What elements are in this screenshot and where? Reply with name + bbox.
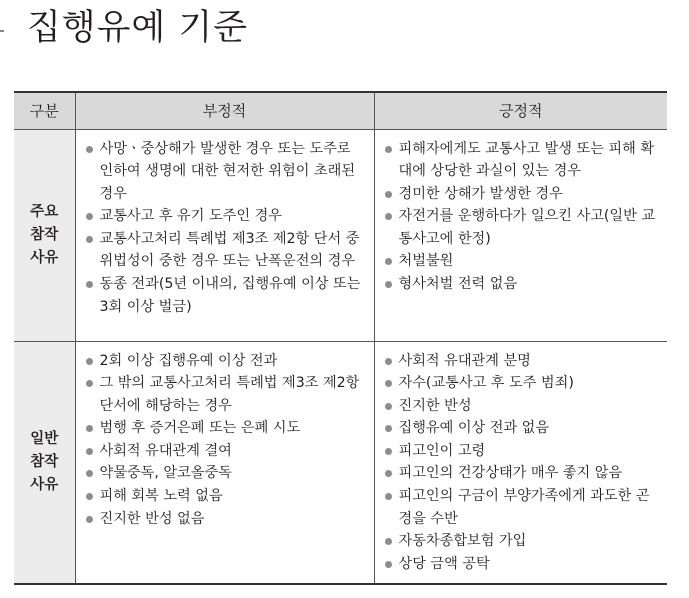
list-item: 피고인의 건강상태가 매우 좋지 않음 [385,462,660,485]
probation-criteria-table [14,91,667,585]
list-item: 상당 금액 공탁 [385,553,660,576]
header-negative: 부정적 [75,92,374,129]
page-title: 집행유예 기준 [27,8,248,48]
list-item: 자전거를 운행하다가 일으킨 사고(일반 교통사고에 한정) [385,205,660,250]
decorative-tick [0,30,4,32]
list-item: 약물중독, 알코올중독 [86,462,366,485]
list-item: 교통사고처리 특례법 제3조 제2항 단서 중 위법성이 중한 경우 또는 난폭운전의 경우 [86,228,366,273]
list-item: 형사처벌 전력 없음 [385,273,660,296]
table-row-general-factors [14,341,667,584]
list-item: 동종 전과(5년 이내의, 집행유예 이상 또는 3회 이상 벌금) [86,273,366,318]
category-line: 참작 [30,226,59,243]
positive-list [385,138,660,296]
category-line: 참작 [30,453,59,470]
table-header-row [14,92,667,129]
header-positive: 긍정적 [374,92,667,129]
list-item: 피고인이 고령 [385,440,660,463]
list-item: 사망ㆍ중상해가 발생한 경우 또는 도주로 인하여 생명에 대한 현저한 위험이 초래된 경우 [86,138,366,206]
category-line: 일반 [30,430,59,447]
list-item: 교통사고 후 유기 도주인 경우 [86,205,366,228]
negative-cell [75,129,374,341]
negative-cell [75,341,374,584]
list-item: 처벌불원 [385,250,660,273]
negative-list [86,350,366,531]
category-cell [14,341,75,584]
category-line: 사유 [30,249,59,266]
table-row-major-factors [14,129,667,341]
list-item: 경미한 상해가 발생한 경우 [385,183,660,206]
positive-cell [374,341,667,584]
list-item: 사회적 유대관계 분명 [385,350,660,373]
list-item: 피해 회복 노력 없음 [86,485,366,508]
list-item: 범행 후 증거은폐 또는 은폐 시도 [86,417,366,440]
list-item: 집행유예 이상 전과 없음 [385,417,660,440]
category-line: 주요 [30,203,59,220]
category-line: 사유 [30,476,59,493]
list-item: 자동차종합보험 가입 [385,530,660,553]
list-item: 자수(교통사고 후 도주 범죄) [385,372,660,395]
list-item: 2회 이상 집행유예 이상 전과 [86,350,366,373]
positive-list [385,350,660,576]
list-item: 피고인의 구금이 부양가족에게 과도한 곤경을 수반 [385,485,660,530]
category-cell [14,129,75,341]
list-item: 진지한 반성 없음 [86,508,366,531]
header-category: 구분 [14,92,75,129]
negative-list [86,138,366,319]
list-item: 그 밖의 교통사고처리 특례법 제3조 제2항 단서에 해당하는 경우 [86,372,366,417]
list-item: 피해자에게도 교통사고 발생 또는 피해 확대에 상당한 과실이 있는 경우 [385,138,660,183]
list-item: 사회적 유대관계 결여 [86,440,366,463]
positive-cell [374,129,667,341]
list-item: 진지한 반성 [385,395,660,418]
